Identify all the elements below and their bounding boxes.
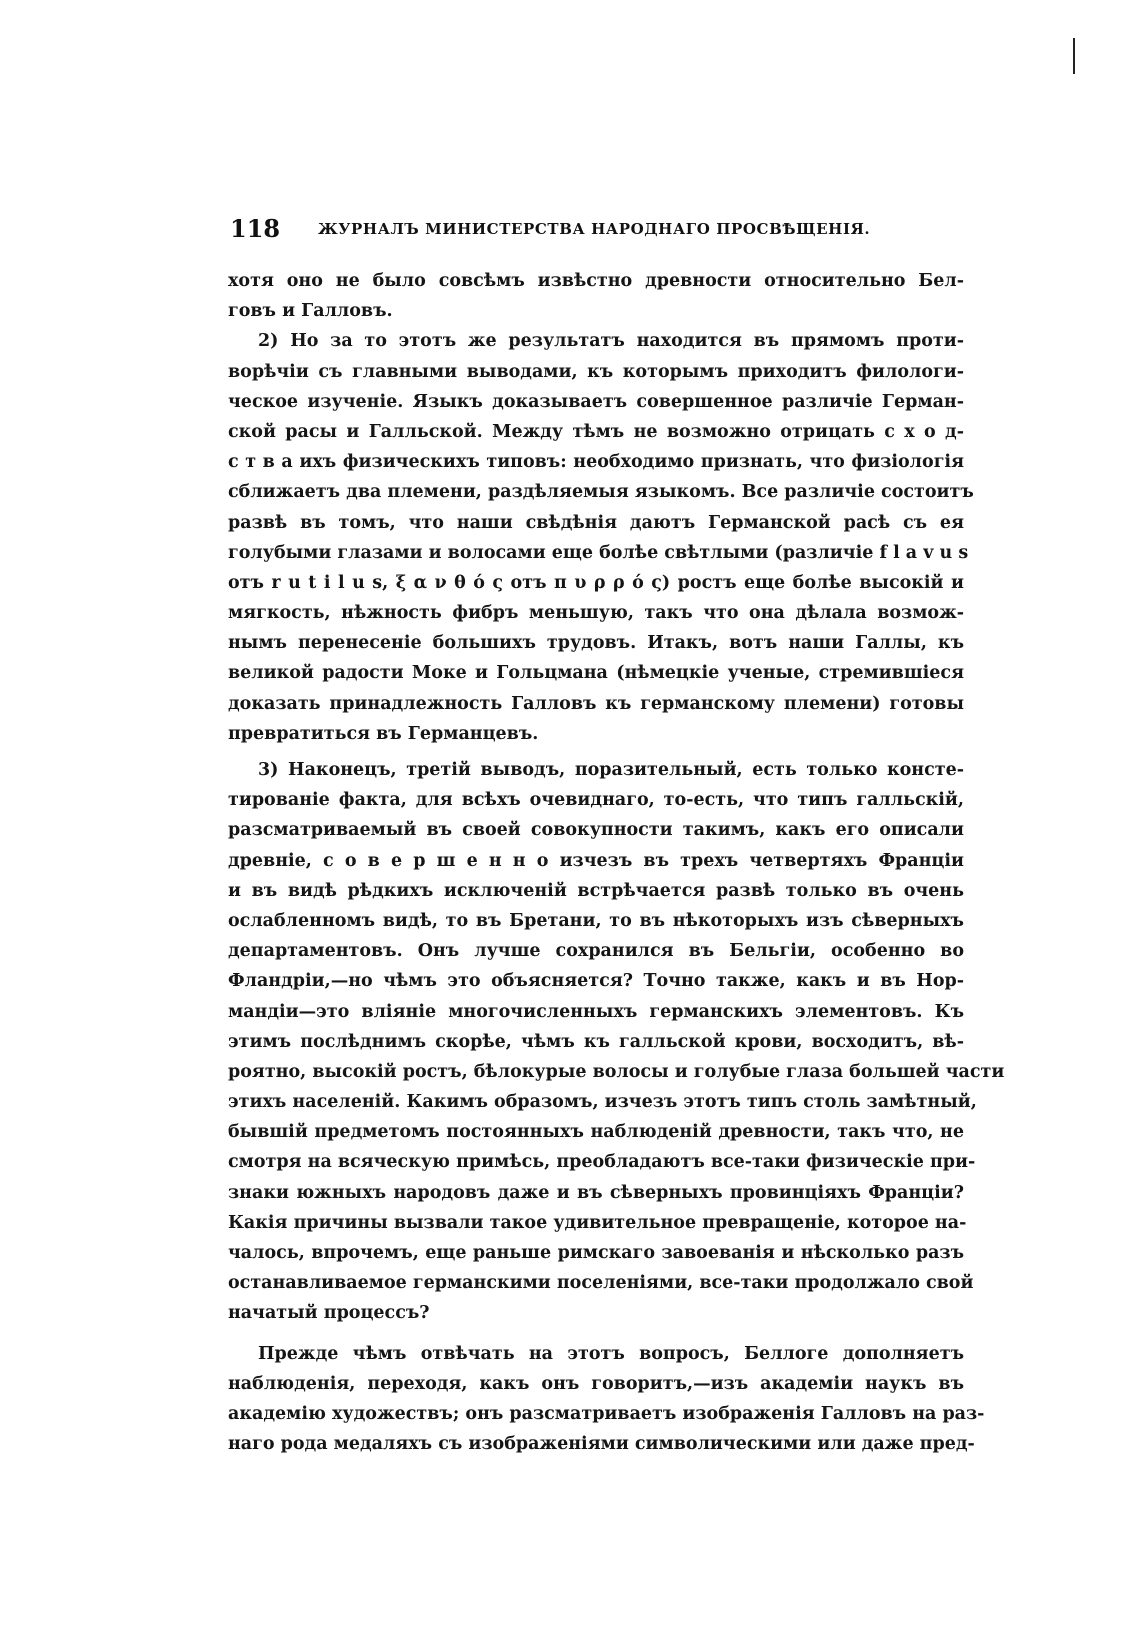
text-line: мандіи—это вліяніе многочисленныхъ германскихъ элементовъ. Къ: [228, 1001, 964, 1022]
text-line: ской расы и Галльской. Между тѣмъ не возможно отрицать с х о д-: [228, 421, 964, 442]
text-line: академію художествъ; онъ разсматриваетъ изображенія Галловъ на раз-: [228, 1403, 985, 1424]
margin-mark: [1073, 38, 1075, 74]
text-line: останавливаемое германскими поселеніями, все-таки продолжало свой: [228, 1273, 974, 1294]
text-line: древніе, с о в е р ш е н н о изчезъ въ трехъ четвертяхъ Франціи: [228, 850, 964, 871]
page-number: 118: [230, 214, 281, 243]
text-line: разсматриваемый въ своей совокупности такимъ, какъ его описали: [228, 820, 964, 841]
text-line: Какія причины вызвали такое удивительное превращеніе, которое на-: [228, 1212, 967, 1233]
text-line: превратиться въ Германцевъ.: [228, 723, 539, 744]
text-line: Фландріи,—но чѣмъ это объясняется? Точно также, какъ и въ Нор-: [228, 971, 964, 992]
text-line: департаментовъ. Онъ лучше сохранился въ Бельгіи, особенно во: [228, 941, 964, 962]
text-line: этимъ послѣднимъ скорѣе, чѣмъ къ галльской крови, восходитъ, вѣ-: [228, 1031, 964, 1052]
text-line: этихъ населеній. Какимъ образомъ, изчезъ этотъ типъ столь замѣтный,: [228, 1092, 977, 1113]
journal-title: ЖУРНАЛЪ МИНИСТЕРСТВА НАРОДНАГО ПРОСВѢЩЕНІЯ.: [318, 220, 871, 238]
text-line: ослабленномъ видѣ, то въ Бретани, то въ нѣкоторыхъ изъ сѣверныхъ: [228, 910, 964, 931]
text-line: отъ r u t i l u s, ξ α ν θ ό ς отъ π υ ρ ρ ό ς) ростъ еще болѣе высокій и: [228, 572, 964, 593]
text-line: тированіе факта, для всѣхъ очевиднаго, то-есть, что типъ галльскій,: [228, 790, 964, 811]
paragraph-4: [228, 1339, 985, 1460]
text-line: развѣ въ томъ, что наши свѣдѣнія даютъ Германской расѣ съ ея: [228, 512, 964, 533]
text-line: нымъ перенесеніе большихъ трудовъ. Итакъ, вотъ наши Галлы, къ: [228, 633, 964, 654]
text-line: роятно, высокій ростъ, бѣлокурые волосы и голубые глаза большей части: [228, 1061, 1005, 1082]
text-line: знаки южныхъ народовъ даже и въ сѣверныхъ провинціяхъ Франціи?: [228, 1182, 964, 1203]
text-line: ворѣчіи съ главными выводами, къ которымъ приходитъ филологи-: [228, 361, 964, 382]
text-line: наго рода медаляхъ съ изображеніями символическими или даже пред-: [228, 1434, 975, 1455]
text-line: голубыми глазами и волосами еще болѣе свѣтлыми (различіе f l a v u s: [228, 542, 969, 563]
paragraph-1: [228, 266, 964, 326]
text-line: бывшій предметомъ постоянныхъ наблюденій древности, такъ что, не: [228, 1122, 964, 1143]
text-line: мягкость, нѣжность фибръ меньшую, такъ что она дѣлала возмож-: [228, 603, 964, 624]
text-line: начатый процессъ?: [228, 1303, 430, 1324]
text-line: и въ видѣ рѣдкихъ исключеній встрѣчается развѣ только въ очень: [228, 880, 964, 901]
body-text: [228, 266, 1005, 1459]
text-line: Прежде чѣмъ отвѣчать на этотъ вопросъ, Беллоге дополняетъ: [258, 1343, 964, 1364]
text-line: хотя оно не было совсѣмъ извѣстно древности относительно Бел-: [228, 271, 964, 291]
text-line: ческое изученіе. Языкъ доказываетъ совершенное различіе Герман-: [228, 391, 964, 412]
text-line: смотря на всяческую примѣсь, преобладаютъ все-таки физическіе при-: [228, 1152, 976, 1173]
text-line: с т в а ихъ физическихъ типовъ: необходимо признать, что физіологія: [228, 452, 964, 473]
text-line: 2) Но за то этотъ же результатъ находится въ прямомъ проти-: [258, 331, 964, 352]
text-line: говъ и Галловъ.: [228, 301, 393, 322]
text-line: великой радости Моке и Гольцмана (нѣмецкіе ученые, стремившіеся: [228, 663, 964, 684]
text-line: доказать принадлежность Галловъ къ германскому племени) готовы: [228, 693, 964, 714]
paragraph-2: [228, 326, 974, 749]
text-line: наблюденія, переходя, какъ онъ говоритъ,—изъ академіи наукъ въ: [228, 1373, 964, 1394]
running-head: [230, 212, 960, 246]
text-line: 3) Наконецъ, третій выводъ, поразительный, есть только консте-: [258, 760, 964, 780]
paragraph-3: [228, 755, 1005, 1329]
text-line: сближаетъ два племени, раздѣляемыя языкомъ. Все различіе состоитъ: [228, 482, 974, 503]
text-line: чалось, впрочемъ, еще раньше римскаго завоеванія и нѣсколько разъ: [228, 1243, 964, 1263]
